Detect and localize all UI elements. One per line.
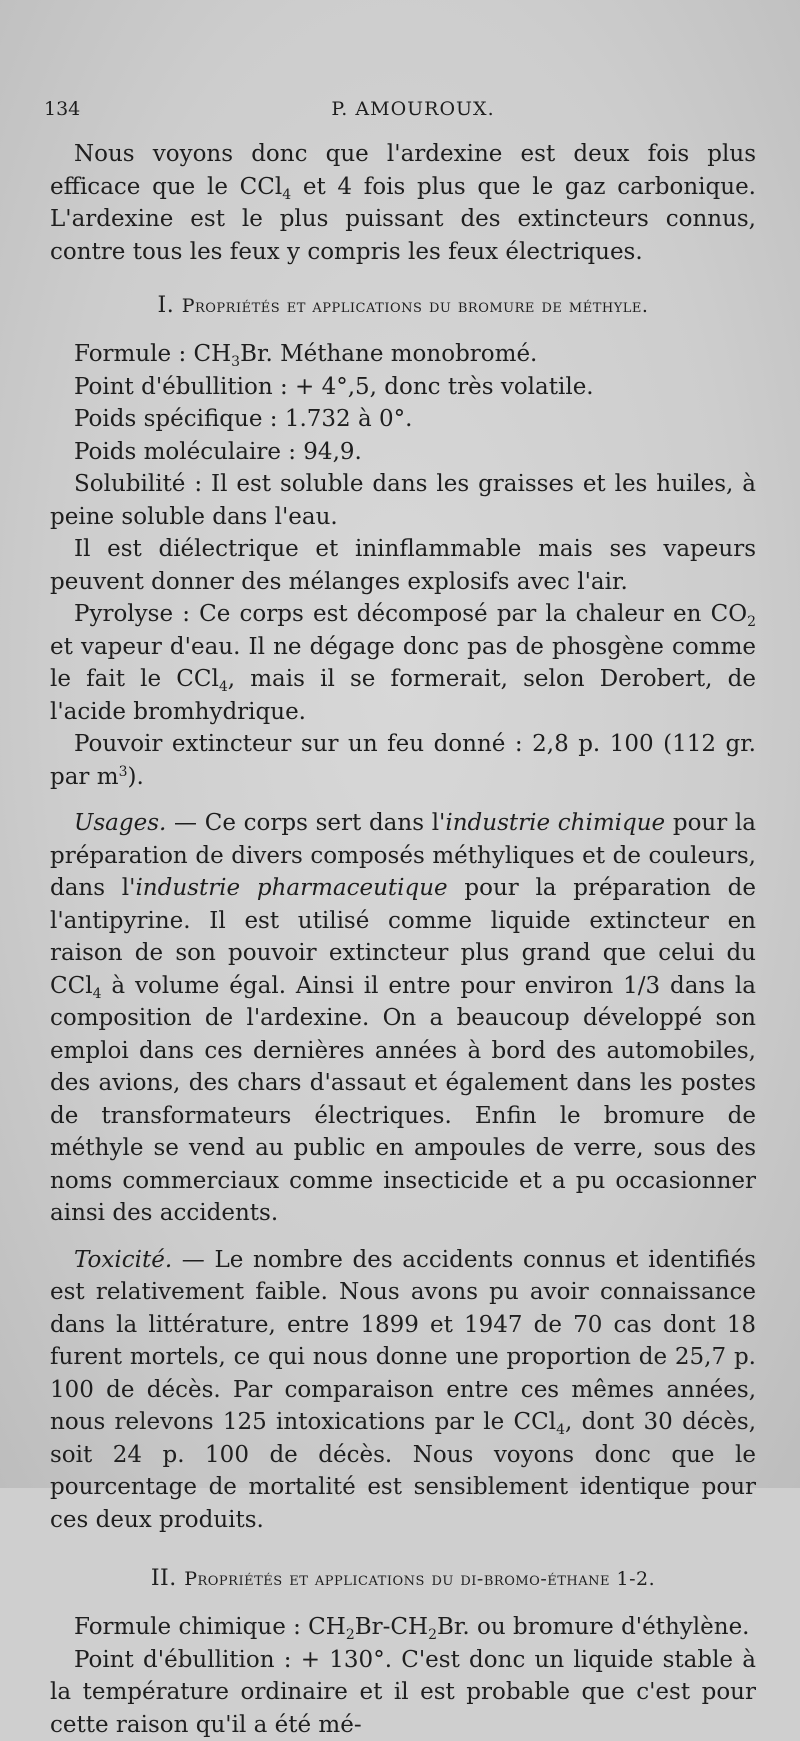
pyrolyse-paragraph <box>50 598 756 728</box>
text-run: Br-CH <box>355 1614 428 1640</box>
text-run: ). <box>127 764 143 790</box>
text-run: Nous voyons donc que l'ardexine est deux fois plus efficace que le CCl <box>50 141 756 200</box>
intro-paragraph <box>50 138 756 268</box>
page-number: 134 <box>44 98 80 120</box>
running-head <box>50 98 756 138</box>
poids-moleculaire-line: Poids moléculaire : 94,9. <box>50 436 756 469</box>
formule-line <box>50 338 756 371</box>
superscript: 3 <box>119 764 128 780</box>
subscript: 4 <box>556 1422 565 1438</box>
section-title: Propriétés et applications du bromure de méthyle. <box>182 295 649 317</box>
text-run: Br. ou bromure d'éthylène. <box>437 1614 749 1640</box>
emphasis: industrie chimique <box>445 810 665 836</box>
text-run: Pyrolyse : Ce corps est décomposé par la chaleur en CO <box>74 601 747 627</box>
text-run: Formule : CH <box>74 341 231 367</box>
subscript: 4 <box>282 187 291 203</box>
poids-specifique-line: Poids spécifique : 1.732 à 0°. <box>50 403 756 436</box>
subscript: 4 <box>93 986 102 1002</box>
text-run: , dont 30 décès, soit 24 p. 100 de décès. Nous voyons donc que le pourcentage de mortalité est sensiblement identique pour ces deux produits. <box>50 1409 756 1533</box>
text-run: Pouvoir extincteur sur un feu donné : 2,8 p. 100 (112 gr. par m <box>50 731 756 790</box>
text-run: Formule chimique : CH <box>74 1614 346 1640</box>
usages-paragraph <box>50 807 756 1230</box>
dielectrique-paragraph: Il est diélectrique et ininflammable mais ses vapeurs peuvent donner des mélanges explosifs avec l'air. <box>50 533 756 598</box>
text-run: — Le nombre des accidents connus et identifiés est relativement faible. Nous avons pu avoir connaissance dans la littérature, entre 1899 et 1947 de 70 cas dont 18 furent mortels, ce qui nous donne une proportion de 25,7 p. 100 de décès. Par comparaison entre ces mêmes années, nous relevons 125 intoxications par le CCl <box>50 1247 756 1436</box>
text-run: , mais il se formerait, selon Derobert, de l'acide bromhydrique. <box>50 666 756 725</box>
subscript: 4 <box>219 679 228 695</box>
text-run: pour la préparation de divers composés méthyliques et de couleurs, dans l' <box>50 810 756 901</box>
formule-chimique-line <box>50 1611 756 1644</box>
subscript: 2 <box>346 1627 355 1643</box>
text-run: — Ce corps sert dans l' <box>166 810 445 836</box>
running-title: P. AMOUROUX. <box>50 98 756 120</box>
solubilite-paragraph: Solubilité : Il est soluble dans les graisses et les huiles, à peine soluble dans l'eau. <box>50 468 756 533</box>
pouvoir-paragraph <box>50 728 756 793</box>
toxicite-paragraph <box>50 1244 756 1537</box>
ebullition-line: Point d'ébullition : + 4°,5, donc très volatile. <box>50 371 756 404</box>
section-title: Propriétés et applications du di-bromo-éthane 1-2. <box>184 1568 655 1590</box>
usages-label: Usages. <box>74 810 166 836</box>
text-run: pour la préparation de l'antipyrine. Il est utilisé comme liquide extincteur en raison de son pouvoir extincteur plus grand que celui du CCl <box>50 875 756 999</box>
text-run: et 4 fois plus que le gaz carbonique. L'ardexine est le plus puissant des extincteurs connus, contre tous les feux y compris les feux électriques. <box>50 174 756 265</box>
text-run: et vapeur d'eau. Il ne dégage donc pas de phosgène comme le fait le CCl <box>50 634 756 693</box>
subscript: 2 <box>747 614 756 630</box>
subscript: 2 <box>428 1627 437 1643</box>
section-number: I. <box>158 293 182 318</box>
section-1-heading <box>50 293 756 318</box>
ebullition-paragraph-2: Point d'ébullition : + 130°. C'est donc un liquide stable à la température ordinaire et il est probable que c'est pour cette raison qu'il a été mé- <box>50 1644 756 1741</box>
emphasis: industrie pharmaceutique <box>135 875 447 901</box>
section-number: II. <box>151 1566 184 1591</box>
section-2-heading <box>50 1566 756 1591</box>
subscript: 3 <box>231 354 240 370</box>
toxicite-label: Toxicité. <box>74 1247 172 1273</box>
text-run: à volume égal. Ainsi il entre pour environ 1/3 dans la composition de l'ardexine. On a beaucoup développé son emploi dans ces dernières années à bord des automobiles, des avions, des chars d'assaut et également dans les postes de transformateurs électriques. Enfin le bromure de méthyle se vend au public en ampoules de verre, sous des noms commerciaux comme insecticide et a pu occasionner ainsi des accidents. <box>50 973 756 1227</box>
text-run: Br. Méthane monobromé. <box>240 341 537 367</box>
